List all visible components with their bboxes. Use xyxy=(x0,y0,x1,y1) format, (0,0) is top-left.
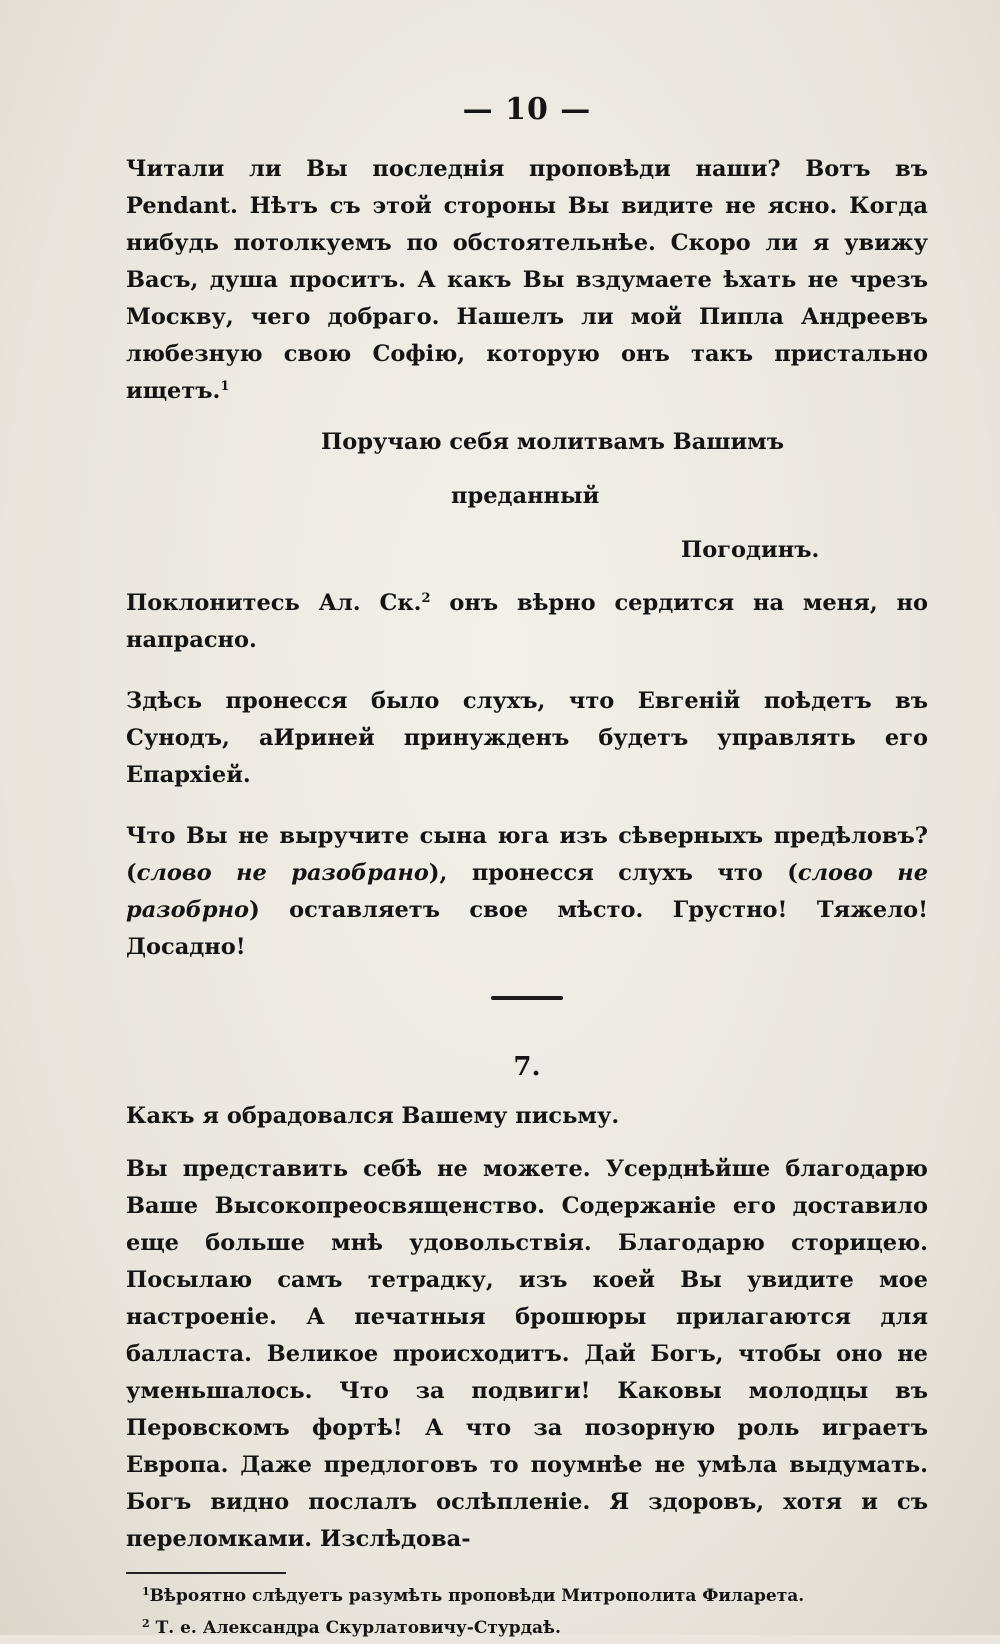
postscript-text: ) оставляетъ свое мѣсто. Грустно! Тяжело! Досадно! xyxy=(126,897,928,960)
footnote-mark: 2 xyxy=(142,1617,150,1630)
postscript-text: Что Вы не выручите сына юга изъ сѣверныхъ предѣловъ? ( xyxy=(126,823,928,886)
footnote-text: Т. е. Александра Скурлатовичу-Стурдаѣ. xyxy=(155,1618,561,1638)
footnote-1 xyxy=(126,1580,928,1612)
footnote-2 xyxy=(126,1612,928,1644)
section-divider xyxy=(491,996,563,1000)
page-number: — 10 — xyxy=(462,92,592,127)
postscript-3 xyxy=(126,818,928,966)
letter-body xyxy=(126,151,928,1558)
letter7-paragraph: Какъ я обрадовался Вашему письму. xyxy=(126,1103,620,1129)
editorial-note: слово не разобрано xyxy=(136,860,429,886)
postscript-text: Поклонитесь Ал. Ск. xyxy=(126,590,422,616)
footnote-text: Вѣроятно слѣдуетъ разумѣть проповѣди Митрополита Филарета. xyxy=(149,1586,805,1606)
footnote-mark: 1 xyxy=(142,1585,150,1598)
letter-signature: Погодинъ. xyxy=(681,537,820,563)
footnote-ref: 1 xyxy=(220,379,230,394)
postscript-text: онъ вѣрно сердится на меня, но напрасно. xyxy=(126,590,928,653)
postscript-2: Здѣсь пронесся было слухъ, что Евгеній поѣдетъ въ Сунодъ, аИриней принужденъ будетъ управлять его Епархіей. xyxy=(126,688,928,788)
editorial-note: слово не разобрно xyxy=(126,860,929,923)
letter-paragraph xyxy=(126,151,928,410)
postscript-text: ), пронесся слухъ что ( xyxy=(428,860,798,886)
footnotes xyxy=(126,1580,928,1644)
letter-closing: Поручаю себя молитвамъ Вашимъ xyxy=(321,429,784,455)
letter7-paragraph: Вы представить себѣ не можете. Усерднѣйше благодарю Ваше Высокопреосвященство. Содержаніе его доставило еще больше мнѣ удовольствія. Благодарю сторицею. Посылаю самъ тетрадку, изъ коей Вы увидите мое настроеніе. А печатныя брошюры прилагаются для балласта. Великое происходитъ. Дай Богъ, чтобы оно не уменьшалось. Что за подвиги! Каковы молодцы въ Перовскомъ фортѣ! А что за позорную роль играетъ Европа. Даже предлоговъ то поумнѣе не умѣла выдумать. Богъ видно послалъ ослѣпленіе. Я здоровъ, хотя и съ переломками. Изслѣдова- xyxy=(126,1156,928,1552)
paragraph-text: Читали ли Вы последнія проповѣди наши? Вотъ въ Pendant. Нѣтъ съ этой стороны Вы видите не ясно. Когда нибудь потолкуемъ по обстоятельнѣе. Скоро ли я увижу Васъ, душа проситъ. А какъ Вы вздумаете ѣхать не чрезъ Москву, чего добраго. Нашелъ ли мой Пипла Андреевъ любезную свою Софію, которую онъ такъ пристально ищетъ. xyxy=(126,156,928,404)
postscript-1 xyxy=(126,585,928,659)
footnote-rule xyxy=(126,1572,286,1574)
section-number: 7. xyxy=(513,1052,541,1082)
footnote-ref: 2 xyxy=(421,591,431,606)
letter-devoted: преданный xyxy=(451,483,600,509)
